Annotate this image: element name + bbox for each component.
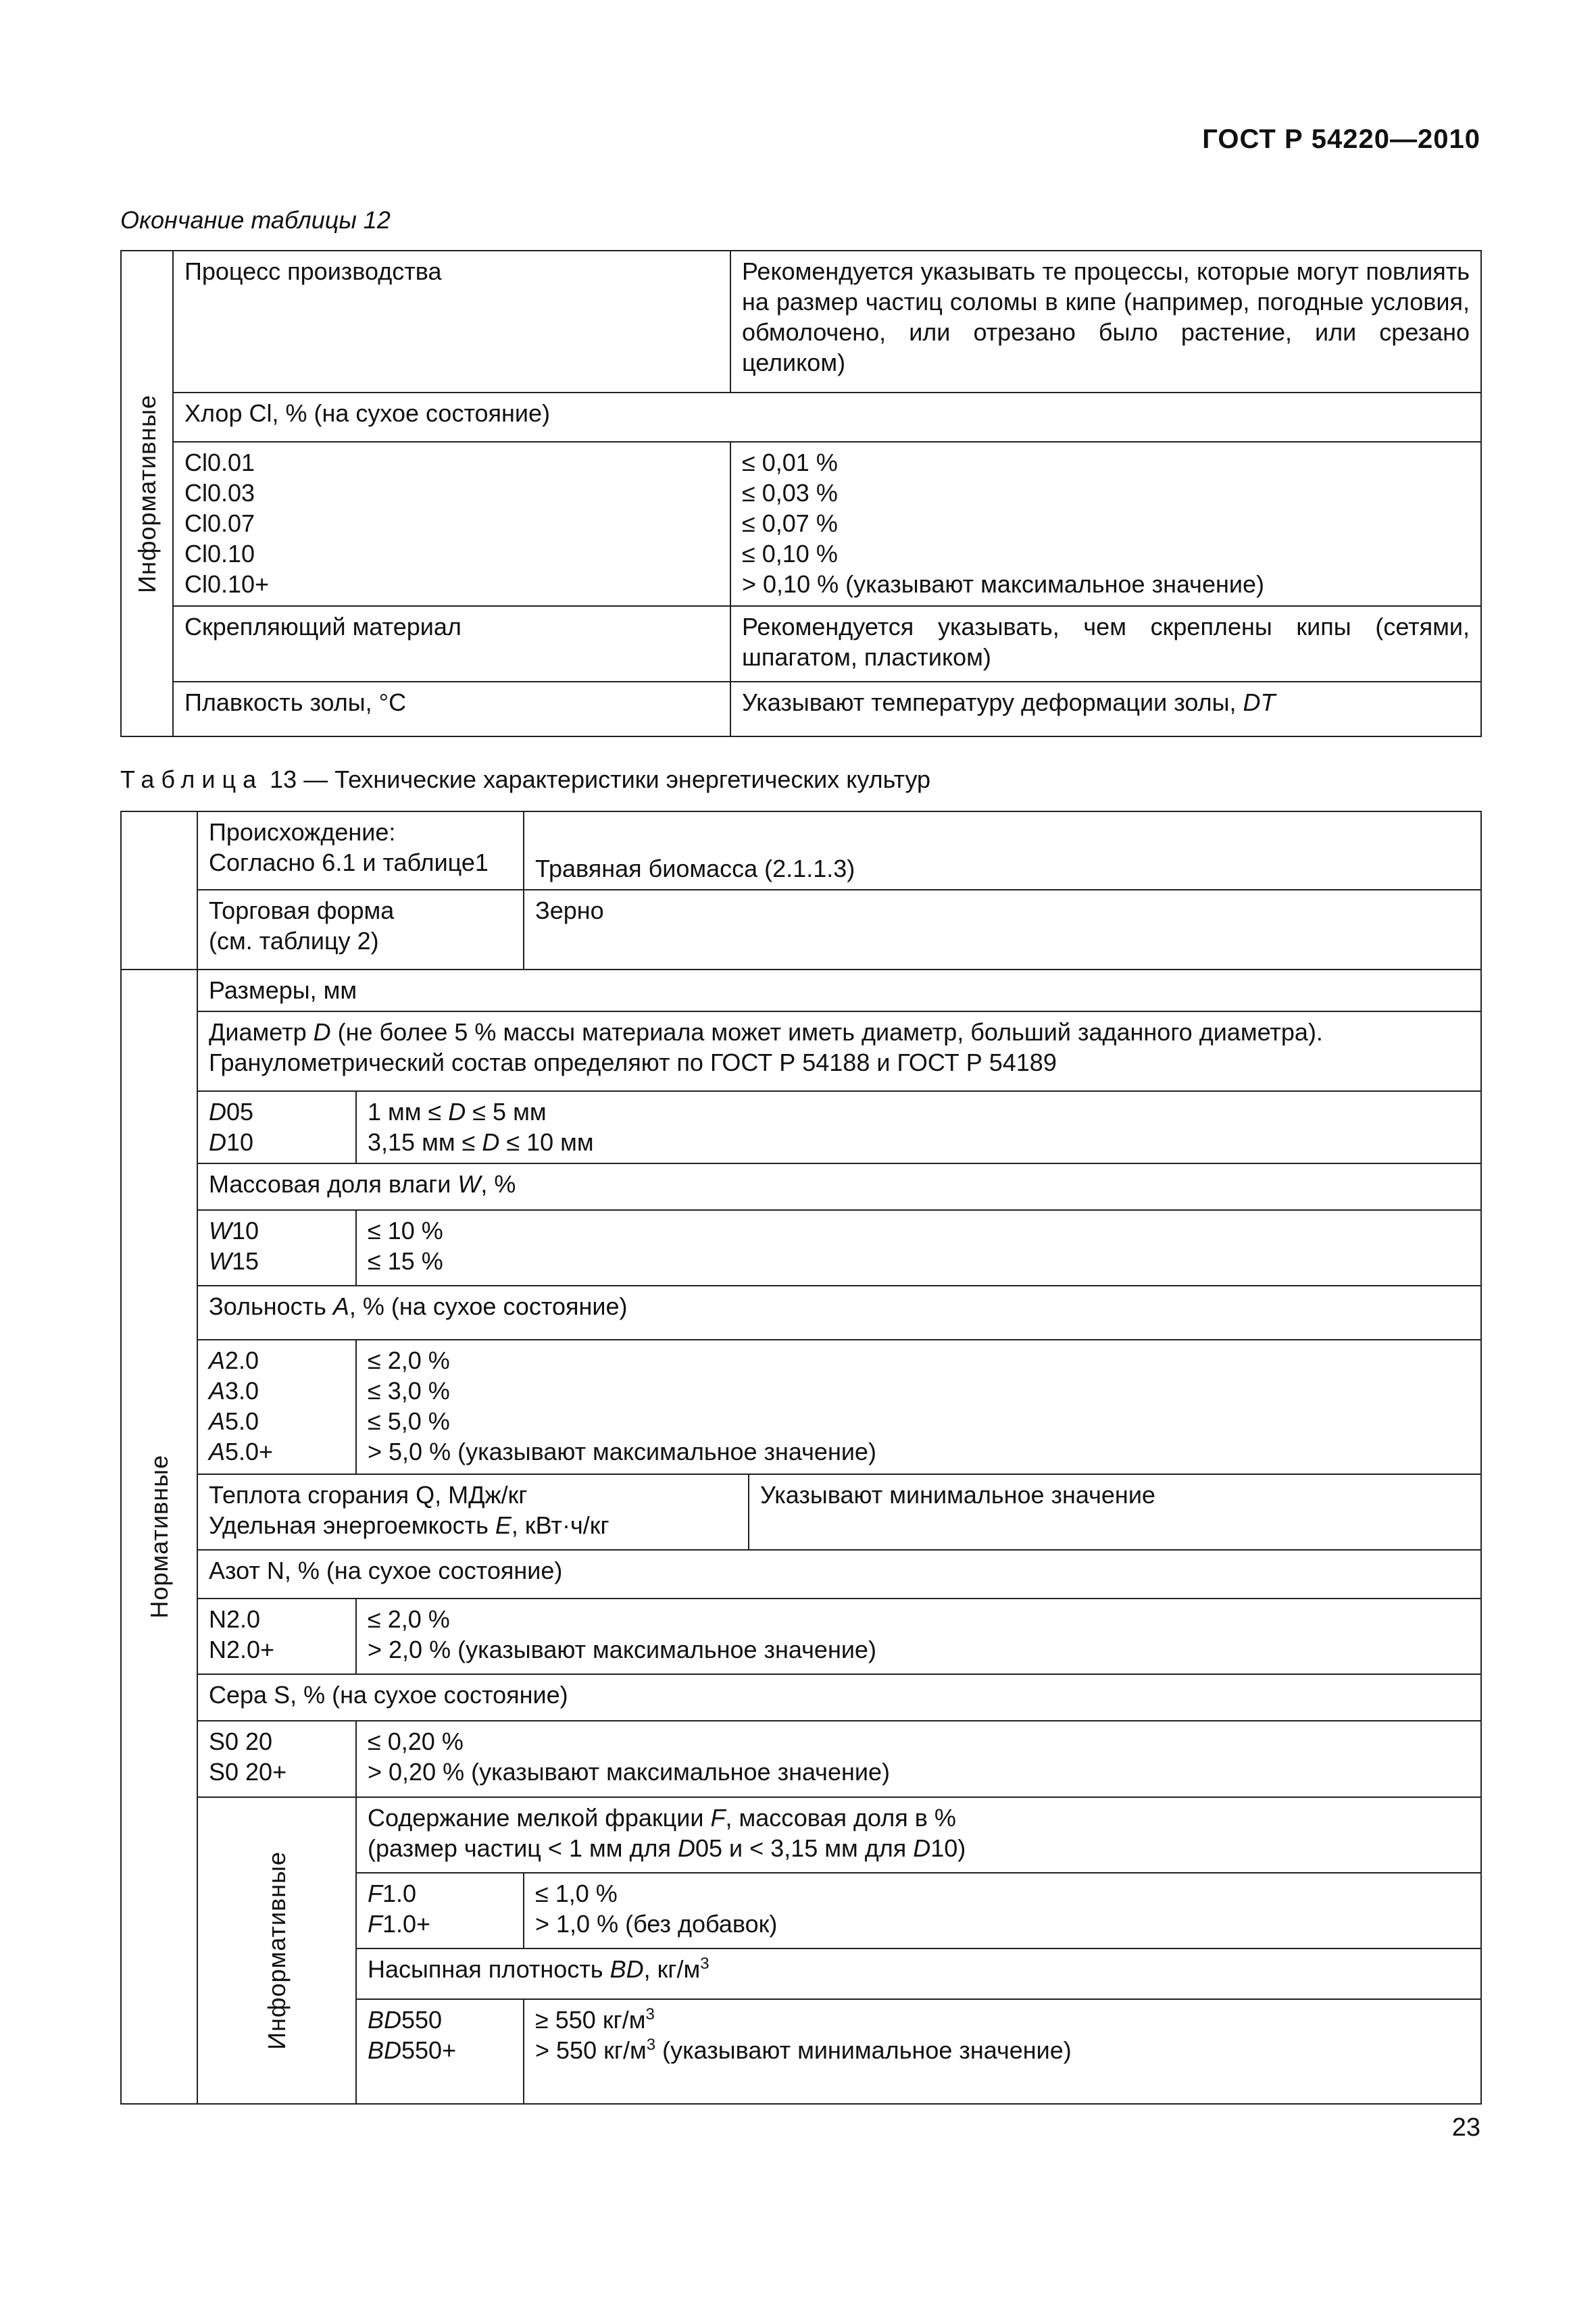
- table-12: [120, 250, 1482, 737]
- moisture-title: [197, 1163, 1481, 1210]
- bd-symbol: BD: [368, 2006, 402, 2034]
- w-symbol: W: [209, 1247, 232, 1275]
- d-value: [368, 1097, 1470, 1127]
- process-text: Рекомендуется указывать те процессы, которые могут повлиять на размер частиц соломы в кипе (например, погодные условия, обмолочено, или отрезано было растение, или срезано целиком): [730, 251, 1481, 393]
- w-code-number: 10: [231, 1217, 259, 1244]
- calorific-label-line: [209, 1510, 737, 1540]
- trade-form-value: Зерно: [524, 890, 1481, 970]
- chlorine-codes: [173, 442, 730, 606]
- origin-value: Травяная биомасса (2.1.1.3): [524, 811, 1481, 890]
- a-code: [209, 1406, 345, 1436]
- ash-melt-text: [730, 682, 1481, 736]
- chlorine-title: Хлор Cl, % (на сухое состояние): [173, 393, 1481, 442]
- f-value: > 1,0 % (без добавок): [535, 1910, 778, 1938]
- table13-caption-word: Таблица: [120, 765, 264, 793]
- n-code: N2.0: [209, 1605, 261, 1633]
- binding-text: Рекомендуется указывать, чем скреплены кипы (сетями, шпагатом, пластиком): [730, 606, 1481, 682]
- a-value: ≤ 2,0 %: [368, 1347, 450, 1374]
- d-value-text: ≤ 10 мм: [499, 1128, 594, 1156]
- chlorine-code: Cl0.10+: [184, 570, 270, 598]
- chlorine-code: Cl0.07: [184, 509, 255, 537]
- ash-melt-symbol: DT: [1243, 688, 1276, 716]
- f-code: [368, 1909, 512, 1939]
- bd-value-text: (указывают минимальное значение): [655, 2036, 1072, 2064]
- bulk-density-title: [356, 1948, 1481, 1999]
- chlorine-value: ≤ 0,01 %: [742, 449, 838, 476]
- n-value: ≤ 2,0 %: [368, 1605, 450, 1633]
- fines-title-line1: [368, 1803, 1470, 1833]
- a-symbol: A: [209, 1377, 226, 1405]
- a-value: ≤ 5,0 %: [368, 1407, 450, 1435]
- bd-value: [535, 2035, 1470, 2065]
- group-normative-cell: [121, 970, 197, 2104]
- page-number: 23: [1451, 2113, 1480, 2142]
- trade-form-label-line: (см. таблицу 2): [209, 927, 379, 955]
- a-code-number: 2.0: [225, 1347, 259, 1374]
- d-value-text: 1 мм ≤: [368, 1098, 449, 1126]
- f-code: [368, 1878, 512, 1909]
- a-symbol: A: [209, 1347, 226, 1374]
- d-symbol: D: [482, 1128, 500, 1156]
- superscript-3: 3: [645, 2005, 655, 2023]
- ash-symbol: A: [332, 1292, 349, 1320]
- bd-value-text: ≥ 550 кг/м: [535, 2006, 646, 2034]
- w-values: [356, 1210, 1481, 1286]
- head-empty-cell: [121, 811, 197, 970]
- ash-melt-label: Плавкость золы, °C: [173, 682, 730, 736]
- diameter-note-line2: Гранулометрический состав определяют по ГОСТ Р 54188 и ГОСТ Р 54189: [209, 1049, 1057, 1076]
- fines-symbol: F: [710, 1804, 726, 1832]
- bulk-text: , кг/м: [643, 1955, 701, 1983]
- a-code-number: 3.0: [225, 1377, 259, 1405]
- f-symbol: F: [368, 1880, 382, 1907]
- bd-symbol: BD: [368, 2036, 402, 2064]
- fines-text: 05 и < 3,15 мм для: [695, 1834, 914, 1862]
- s-value: ≤ 0,20 %: [368, 1728, 464, 1755]
- moisture-symbol: W: [457, 1170, 481, 1198]
- d-value-text: 3,15 мм ≤: [368, 1128, 482, 1156]
- diameter-note: [197, 1011, 1481, 1091]
- group-normative-label: Нормативные: [145, 1455, 173, 1619]
- s-code: S0 20+: [209, 1758, 287, 1786]
- w-value: ≤ 15 %: [368, 1247, 443, 1275]
- s-code: S0 20: [209, 1728, 273, 1755]
- n-value: > 2,0 % (указывают максимальное значение): [368, 1636, 876, 1663]
- a-code: [209, 1345, 345, 1376]
- group-informative-label: Информативные: [263, 1851, 291, 2050]
- bd-values: [524, 1999, 1481, 2104]
- document-code: ГОСТ Р 54220—2010: [1202, 124, 1480, 154]
- fines-text: (размер частиц < 1 мм для: [368, 1834, 678, 1862]
- s-value: > 0,20 % (указывают максимальное значение): [368, 1758, 890, 1786]
- w-symbol: W: [209, 1217, 232, 1244]
- d-value-text: ≤ 5 мм: [466, 1098, 547, 1126]
- n-code: N2.0+: [209, 1636, 275, 1663]
- moisture-title-text: Массовая доля влаги: [209, 1170, 458, 1198]
- d-symbol: D: [209, 1128, 226, 1156]
- origin-label: [197, 811, 524, 890]
- w-code: [209, 1215, 345, 1246]
- d-value: [368, 1127, 1470, 1157]
- s-codes: [197, 1721, 356, 1797]
- superscript-3: 3: [700, 1955, 709, 1973]
- n-values: [356, 1599, 1481, 1674]
- binding-label: Скрепляющий материал: [173, 606, 730, 682]
- group-informative-cell: [197, 1797, 356, 2104]
- bd-code: [368, 2035, 512, 2065]
- f-code-number: 1.0: [382, 1880, 417, 1907]
- table13-caption: [120, 765, 930, 794]
- calorific-value: Указывают минимальное значение: [749, 1474, 1481, 1550]
- a-code-number: 5.0: [225, 1407, 259, 1435]
- a-codes: [197, 1340, 356, 1474]
- chlorine-value: > 0,10 % (указывают максимальное значение): [742, 570, 1264, 598]
- fines-text: , массовая доля в %: [725, 1804, 956, 1832]
- bulk-text: Насыпная плотность: [368, 1955, 610, 1983]
- f-codes: [356, 1873, 524, 1948]
- d-code-number: 10: [226, 1128, 254, 1156]
- ash-title: [197, 1286, 1481, 1340]
- d-code: [209, 1097, 345, 1127]
- d-symbol: D: [913, 1834, 931, 1862]
- bd-value-text: > 550 кг/м: [535, 2036, 647, 2064]
- d-symbol: D: [209, 1098, 226, 1126]
- calorific-text: , кВт·ч/кг: [511, 1511, 609, 1539]
- d-symbol: D: [677, 1834, 695, 1862]
- fines-text: 10): [930, 1834, 966, 1862]
- chlorine-value: ≤ 0,07 %: [742, 509, 838, 537]
- a-code-number: 5.0+: [225, 1438, 274, 1465]
- s-values: [356, 1721, 1481, 1797]
- group-informative-label: Информативные: [133, 394, 161, 593]
- d-symbol: D: [448, 1098, 466, 1126]
- trade-form-label-line: Торговая форма: [209, 897, 395, 924]
- fines-title: [356, 1797, 1481, 1873]
- f-value: ≤ 1,0 %: [535, 1880, 618, 1907]
- ash-title-text: Зольность: [209, 1292, 333, 1320]
- origin-label-line: Согласно 6.1 и таблице1: [209, 849, 489, 876]
- a-symbol: A: [209, 1407, 226, 1435]
- fines-title-line2: [368, 1833, 1470, 1863]
- nitrogen-title: Азот N, % (на сухое состояние): [197, 1550, 1481, 1599]
- trade-form-label: [197, 890, 524, 970]
- diameter-symbol: D: [313, 1018, 331, 1046]
- f-values: [524, 1873, 1481, 1948]
- a-code: [209, 1436, 345, 1467]
- chlorine-value: ≤ 0,03 %: [742, 479, 838, 507]
- w-code: [209, 1246, 345, 1276]
- group-informative-cell: [121, 251, 173, 736]
- energy-symbol: E: [495, 1511, 512, 1539]
- f-code-number: 1.0+: [382, 1910, 431, 1938]
- bd-codes: [356, 1999, 524, 2104]
- bd-code-number: 550+: [401, 2036, 457, 2064]
- a-code: [209, 1376, 345, 1406]
- table12-caption: Окончание таблицы 12: [120, 206, 391, 234]
- ash-title-text: , % (на сухое состояние): [349, 1292, 628, 1320]
- table13-caption-text: 13 — Технические характеристики энергетических культур: [263, 765, 931, 793]
- a-symbol: A: [209, 1438, 226, 1465]
- chlorine-code: Cl0.10: [184, 540, 255, 568]
- bd-symbol: BD: [609, 1955, 644, 1983]
- d-code: [209, 1127, 345, 1157]
- bd-code-number: 550: [401, 2006, 443, 2034]
- n-codes: [197, 1599, 356, 1674]
- diameter-note-line1: [209, 1017, 1470, 1047]
- dimensions-title: Размеры, мм: [197, 970, 1481, 1011]
- calorific-label-line: Теплота сгорания Q, МДж/кг: [209, 1481, 528, 1509]
- a-value: > 5,0 % (указывают максимальное значение): [368, 1438, 876, 1465]
- a-values: [356, 1340, 1481, 1474]
- moisture-title-text: , %: [480, 1170, 516, 1198]
- diameter-note-text: (не более 5 % массы материала может иметь диаметр, больший заданного диаметра).: [330, 1018, 1323, 1046]
- d-codes: [197, 1091, 356, 1163]
- w-value: ≤ 10 %: [368, 1217, 443, 1244]
- calorific-label: [197, 1474, 749, 1550]
- bd-code: [368, 2005, 512, 2035]
- diameter-note-text: Диаметр: [209, 1018, 314, 1046]
- w-codes: [197, 1210, 356, 1286]
- bd-value: [535, 2005, 1470, 2035]
- d-code-number: 05: [226, 1098, 254, 1126]
- chlorine-code: Cl0.03: [184, 479, 255, 507]
- table-13: [120, 811, 1482, 2105]
- fines-text: Содержание мелкой фракции: [368, 1804, 711, 1832]
- chlorine-code: Cl0.01: [184, 449, 255, 476]
- chlorine-value: ≤ 0,10 %: [742, 540, 838, 568]
- sulfur-title: Сера S, % (на сухое состояние): [197, 1674, 1481, 1721]
- w-code-number: 15: [231, 1247, 259, 1275]
- d-values: [356, 1091, 1481, 1163]
- origin-label-line: Происхождение:: [209, 818, 396, 846]
- process-label: Процесс производства: [173, 251, 730, 393]
- a-value: ≤ 3,0 %: [368, 1377, 450, 1405]
- f-symbol: F: [368, 1910, 382, 1938]
- chlorine-values: [730, 442, 1481, 606]
- ash-melt-text-main: Указывают температуру деформации золы,: [742, 688, 1243, 716]
- superscript-3: 3: [646, 2036, 656, 2054]
- calorific-text: Удельная энергоемкость: [209, 1511, 495, 1539]
